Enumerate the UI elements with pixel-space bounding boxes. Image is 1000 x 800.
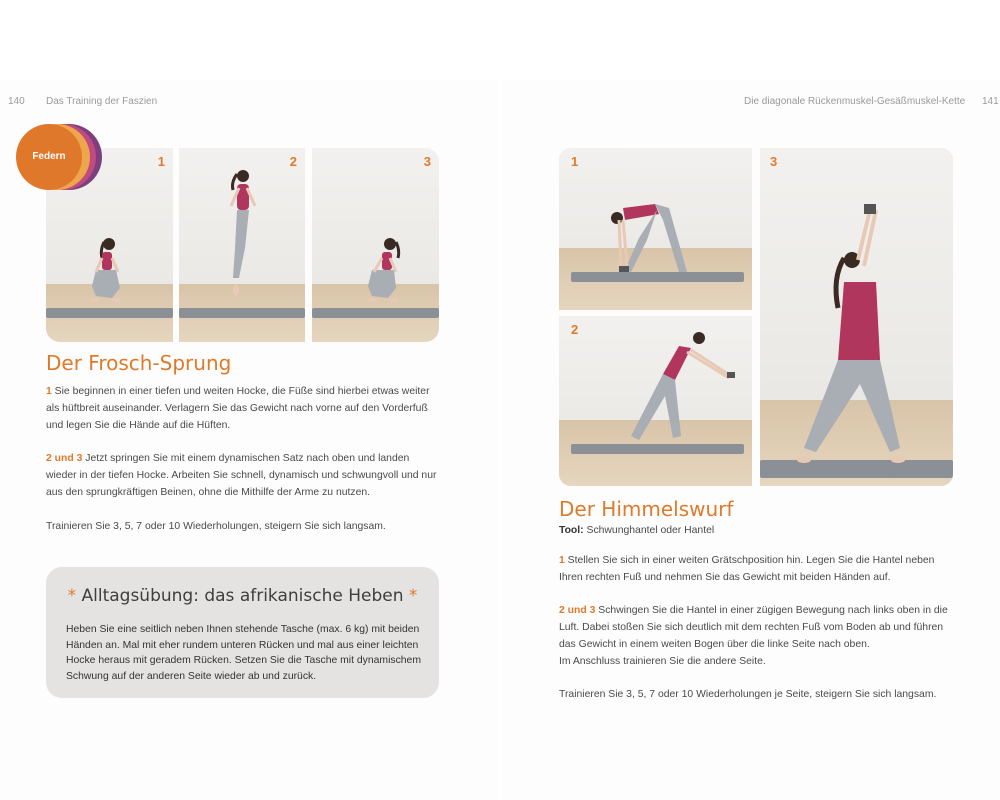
person-jump-figure [179,148,305,342]
step-paragraph [559,602,957,653]
person-squat-figure [312,148,439,342]
step-text: Schwingen Sie die Hantel in einer zügigen Bewegung nach links oben in die Luft. Dabei stoßen Sie sich deutlich mit dem rechten Fuß vom Boden ab und führen das Gewicht in einem weiten Bogen über die linke Seite nach oben. [559,605,948,650]
photo-number: 2 [289,154,297,169]
tip-title [46,586,439,606]
person-swing-figure [559,316,752,486]
tip-title-text: Alltagsübung: das afrikanische Heben [81,586,404,606]
tip-text: Heben Sie eine seitlich neben Ihnen stehende Tasche (max. 6 kg) mit beiden Händen an. Mal mit eher rundem unteren Rücken und mal aus einer leichten Hocke heraus mit geradem Rücken. Setzen Sie die Tasche mit dynamischem Schwung auf der anderen Seite wieder ab und zurück. [66,624,421,682]
photo-number: 1 [157,154,165,169]
star-icon: * [67,586,77,606]
step-label: 1 [559,555,565,566]
tool-value: Schwunghantel oder Hantel [583,525,715,536]
everyday-exercise-box [46,567,439,698]
step-text: Stellen Sie sich in einer weiten Grätschposition hin. Legen Sie die Hantel neben Ihren rechten Fuß und nehmen Sie das Gewicht mit beiden Händen auf. [559,555,935,583]
person-bend-figure [559,148,752,310]
sky-throw-photo-2 [559,316,752,486]
frog-jump-photo-2 [179,148,305,342]
step-label: 2 und 3 [46,453,83,464]
step-text: Sie beginnen in einer tiefen und weiten Hocke, die Füße sind hierbei etwas weiter als hüftbreit auseinander. Verlagern Sie das Gewicht nach vorne auf den Vorderfuß und legen Sie die Hände auf die Hüften. [46,386,430,431]
training-note: Trainieren Sie 3, 5, 7 oder 10 Wiederholungen je Seite, steigern Sie sich langsam. [559,689,937,700]
step-text: Jetzt springen Sie mit einem dynamischen Satz nach oben und landen wieder in der tiefen Hocke. Arbeiten Sie schnell, dynamisch und schwungvoll und nur aus den sprungkräftigen Beinen, ohne die Mithilfe der Arme zu nutzen. [46,453,437,498]
sky-throw-photo-3 [760,148,953,486]
step-label: 2 und 3 [559,605,596,616]
exercise-title: Der Himmelswurf [559,497,734,521]
step-paragraph [46,383,442,434]
exercise-title: Der Frosch-Sprung [46,351,232,375]
tool-label: Tool: [559,525,584,536]
photo-number: 3 [770,154,778,169]
left-running-head: Das Training der Faszien [46,96,158,107]
sky-throw-photo-1 [559,148,752,310]
tool-line [559,522,959,539]
step-label: 1 [46,386,52,397]
other-side-note: Im Anschluss trainieren Sie die andere Seite. [559,656,766,667]
person-reach-up-figure [760,148,953,486]
star-icon: * [408,586,418,606]
photo-number: 3 [423,154,431,169]
step-paragraph [559,552,957,586]
right-page-number: 141 [982,96,999,107]
photo-number: 1 [571,154,579,169]
photo-number: 2 [571,322,579,337]
right-running-head: Die diagonale Rückenmuskel-Gesäßmuskel-Kette [744,96,966,107]
frog-jump-photo-3 [312,148,439,342]
step-paragraph [46,450,442,501]
training-note: Trainieren Sie 3, 5, 7 oder 10 Wiederholungen, steigern Sie sich langsam. [46,521,386,532]
badge-federn: Federn [16,124,82,190]
left-page-number: 140 [8,96,25,107]
